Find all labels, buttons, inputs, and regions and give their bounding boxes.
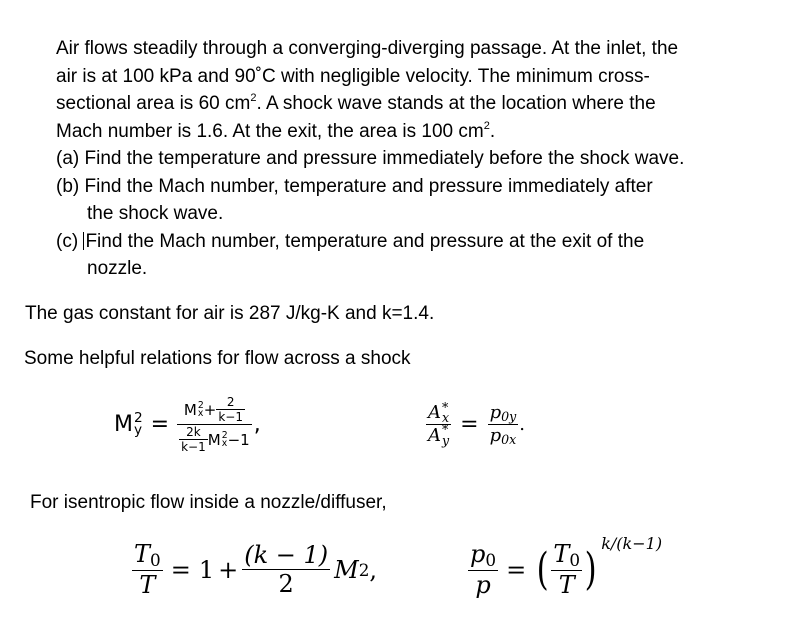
equals-sign: = bbox=[170, 555, 191, 584]
inner-temperature-fraction bbox=[551, 540, 582, 599]
part-c-line-1 bbox=[56, 228, 776, 256]
helpful-relations-text: Some helpful relations for flow across a shock bbox=[24, 348, 411, 369]
den-sup: 2 bbox=[221, 429, 228, 441]
num-inner-fraction bbox=[216, 395, 245, 424]
p-denominator: p bbox=[475, 571, 491, 600]
temperature-ratio-equation bbox=[132, 540, 377, 599]
p0-numerator: $p_0$ bbox=[470, 540, 497, 571]
t0-numerator: $T_0$ bbox=[134, 540, 161, 571]
den-inner-fraction bbox=[179, 425, 208, 454]
shock-sentence: . A shock wave stands at the location where the bbox=[256, 93, 656, 114]
lhs-sup: 2 bbox=[133, 409, 143, 426]
part-b-line-2: the shock wave. bbox=[87, 203, 224, 224]
one: 1 bbox=[198, 555, 215, 584]
area-ratio-equation bbox=[426, 399, 525, 449]
part-c-label: (c) bbox=[56, 230, 84, 252]
two: 2 bbox=[278, 570, 294, 599]
squared-superscript: 2 bbox=[483, 119, 490, 132]
k-fraction bbox=[242, 541, 330, 598]
mach-squared: 2 bbox=[358, 559, 370, 580]
pressure-bottom: $p_{0x}$ bbox=[489, 425, 517, 448]
inner-bot: k−1 bbox=[181, 440, 206, 454]
problem-line-1: Air flows steadily through a converging-diverging passage. At the inlet, the bbox=[56, 38, 679, 59]
den-mach: M bbox=[207, 430, 221, 449]
inner-top: 2k bbox=[186, 425, 201, 439]
area-text-1: sectional area is 60 cm bbox=[56, 93, 251, 114]
part-a: (a) Find the temperature and pressure immediately before the shock wave. bbox=[56, 148, 685, 169]
area-fraction bbox=[426, 399, 451, 449]
inner-t: T bbox=[558, 571, 575, 600]
problem-line-4 bbox=[56, 118, 776, 146]
lhs-mach: M bbox=[114, 412, 133, 437]
equals-sign: = bbox=[506, 555, 527, 584]
inner-bot: k−1 bbox=[218, 410, 243, 424]
isentropic-flow-text: For isentropic flow inside a nozzle/diffuser, bbox=[30, 492, 387, 513]
problem-line-3 bbox=[56, 90, 776, 118]
pressure-fraction bbox=[488, 402, 519, 447]
temperature-fraction bbox=[132, 540, 163, 599]
numerator bbox=[182, 395, 247, 424]
pressure-fraction bbox=[468, 540, 498, 599]
lhs-sub: y bbox=[133, 421, 143, 438]
inner-top: 2 bbox=[226, 395, 235, 409]
gas-constant-text: The gas constant for air is 287 J/kg-K and k=1.4. bbox=[25, 303, 435, 324]
k-minus-one: (k − 1) bbox=[244, 541, 329, 570]
area-bottom: A * y bbox=[428, 422, 450, 449]
left-paren: ( bbox=[536, 544, 549, 596]
plus-sign: + bbox=[203, 400, 217, 419]
denominator bbox=[177, 425, 252, 454]
den-sub: x bbox=[221, 437, 228, 449]
part-c-line-2: nozzle. bbox=[87, 258, 148, 279]
minus-one: −1 bbox=[227, 430, 250, 449]
main-fraction bbox=[177, 395, 252, 454]
num-mach: M bbox=[183, 400, 197, 419]
period: . bbox=[489, 120, 496, 142]
num-sup: 2 bbox=[197, 399, 204, 411]
right-paren: ) bbox=[584, 544, 597, 596]
comma: , bbox=[369, 555, 378, 584]
t-denominator: T bbox=[139, 571, 156, 600]
exponent: k/(k−1) bbox=[601, 534, 663, 553]
num-sub: x bbox=[197, 407, 204, 419]
part-c-text: Find the Mach number, temperature and pressure at the exit of the bbox=[85, 230, 645, 252]
equals-sign: = bbox=[460, 412, 479, 438]
exit-area-text: Mach number is 1.6. At the exit, the area is 100 cm bbox=[56, 120, 484, 142]
problem-statement bbox=[56, 35, 776, 283]
part-b-line-1: (b) Find the Mach number, temperature and pressure immediately after bbox=[56, 175, 653, 197]
shock-mach-equation bbox=[114, 395, 261, 454]
period: . bbox=[519, 414, 525, 436]
inner-t0: $T_0$ bbox=[553, 540, 581, 571]
plus-sign: + bbox=[218, 555, 239, 584]
lhs-sup-sub bbox=[133, 409, 143, 438]
pressure-top: $p_{0y}$ bbox=[489, 402, 517, 425]
pressure-ratio-equation bbox=[468, 534, 663, 600]
comma: , bbox=[253, 412, 261, 437]
area-top: A * x bbox=[428, 399, 450, 426]
squared-superscript: 2 bbox=[250, 92, 257, 104]
mach-symbol: M bbox=[334, 555, 359, 584]
problem-line-2: air is at 100 kPa and 90˚C with negligible velocity. The minimum cross- bbox=[56, 65, 650, 87]
equals-sign: = bbox=[150, 412, 170, 437]
